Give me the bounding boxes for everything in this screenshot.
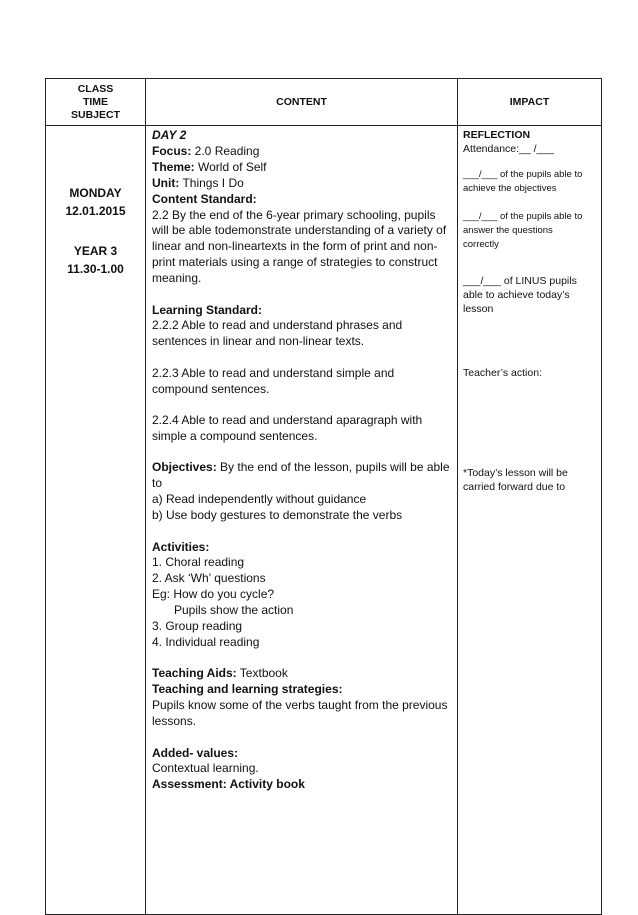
added-values-label: Added- values:	[152, 745, 239, 760]
impact-cell	[458, 126, 602, 915]
activity-item: Eg: How do you cycle?	[152, 587, 275, 602]
impact-item: achieve the objectives	[463, 183, 557, 194]
header-row	[46, 79, 602, 126]
added-values-value: Contextual learning.	[152, 761, 259, 776]
teacher-action: Teacher’s action:	[463, 367, 542, 379]
content-cell	[146, 126, 458, 915]
date: 12.01.2015	[65, 204, 126, 218]
objective-item: b) Use body gestures to demonstrate the verbs	[152, 508, 403, 523]
lesson-plan-table	[45, 78, 602, 915]
attendance: Attendance:__ /___	[463, 143, 555, 155]
learning-standard-item: compound sentences.	[152, 381, 270, 396]
impact-item: answer the questions	[463, 225, 553, 236]
header-class: CLASS	[77, 82, 114, 95]
day: MONDAY	[69, 186, 122, 200]
unit-line	[152, 176, 451, 192]
today-lesson-note: carried forward due to	[463, 481, 566, 493]
today-lesson-note: *Today’s lesson will be	[463, 467, 568, 479]
theme-line	[152, 160, 451, 176]
tls-line: lessons.	[152, 714, 197, 729]
activity-item: Pupils show the action	[174, 603, 294, 618]
learning-standard-item: simple a compound sentences.	[152, 429, 318, 443]
content-standard-label: Content Standard:	[152, 191, 257, 206]
content-standard-line: linear and non-lineartexts in the form of print and non-	[152, 239, 438, 254]
activity-item: 4. Individual reading	[152, 634, 260, 649]
impact-item: correctly	[463, 239, 499, 250]
theme-value: World of Self	[194, 159, 267, 174]
header-content: CONTENT	[146, 79, 458, 126]
activity-item: 2. Ask ‘Wh’ questions	[152, 571, 266, 586]
content-standard-line: meaning.	[152, 271, 202, 286]
objectives-line	[152, 460, 451, 476]
learning-standard-item: 2.2.3 Able to read and understand simple and	[152, 365, 395, 380]
day-label: DAY 2	[152, 128, 187, 142]
impact-item: lesson	[463, 303, 494, 315]
focus-value: 2.0 Reading	[191, 143, 260, 158]
objectives-text: By the end of the lesson, pupils will be able	[216, 460, 450, 475]
impact-item: ___/___ of the pupils able to	[463, 169, 583, 180]
assessment-label: Assessment: Activity book	[152, 777, 305, 792]
tls-label: Teaching and learning strategies:	[152, 682, 343, 697]
unit-value: Things I Do	[179, 175, 244, 190]
unit-label: Unit:	[152, 175, 180, 190]
learning-standard-item: sentences in linear and non-linear texts.	[152, 334, 365, 349]
learning-standard-item: 2.2.4 Able to read and understand aparagraph with	[152, 413, 423, 428]
activity-item: 1. Choral reading	[152, 555, 245, 570]
class-info-cell	[46, 126, 146, 915]
focus-line	[152, 144, 451, 160]
header-subject: SUBJECT	[70, 108, 120, 121]
year: YEAR 3	[73, 244, 118, 258]
header-class-time-subject	[46, 79, 146, 126]
learning-standard-label: Learning Standard:	[152, 302, 263, 317]
impact-item: ___/___ of LINUS pupils	[463, 275, 577, 287]
activity-item: 3. Group reading	[152, 619, 243, 634]
impact-item: able to achieve today’s	[463, 289, 570, 301]
teaching-aids-label: Teaching Aids:	[152, 666, 237, 681]
objective-item: a) Read independently without guidance	[152, 492, 367, 507]
objectives-to: to	[152, 476, 163, 491]
reflection-label: REFLECTION	[463, 129, 531, 141]
content-standard-line: 2.2 By the end of the 6-year primary schooling, pupils	[152, 207, 436, 222]
header-time: TIME	[82, 95, 109, 108]
theme-label: Theme:	[152, 159, 195, 174]
tls-line: Pupils know some of the verbs taught from the previous	[152, 698, 448, 713]
learning-standard-item: 2.2.2 Able to read and understand phrases and	[152, 318, 403, 333]
body-row	[46, 126, 602, 915]
impact-item: ___/___ of the pupils able to	[463, 211, 583, 222]
header-impact: IMPACT	[458, 79, 602, 126]
objectives-label: Objectives:	[152, 460, 217, 475]
teaching-aids-line	[152, 666, 451, 682]
content-standard-line: print materials using a range of strategies to construct	[152, 255, 438, 270]
focus-label: Focus:	[152, 143, 192, 158]
time: 11.30-1.00	[67, 262, 124, 276]
content-standard-line: will be able todemonstrate understanding of a variety of	[152, 223, 447, 238]
teaching-aids-value: Textbook	[236, 666, 288, 681]
activities-label: Activities:	[152, 539, 210, 554]
